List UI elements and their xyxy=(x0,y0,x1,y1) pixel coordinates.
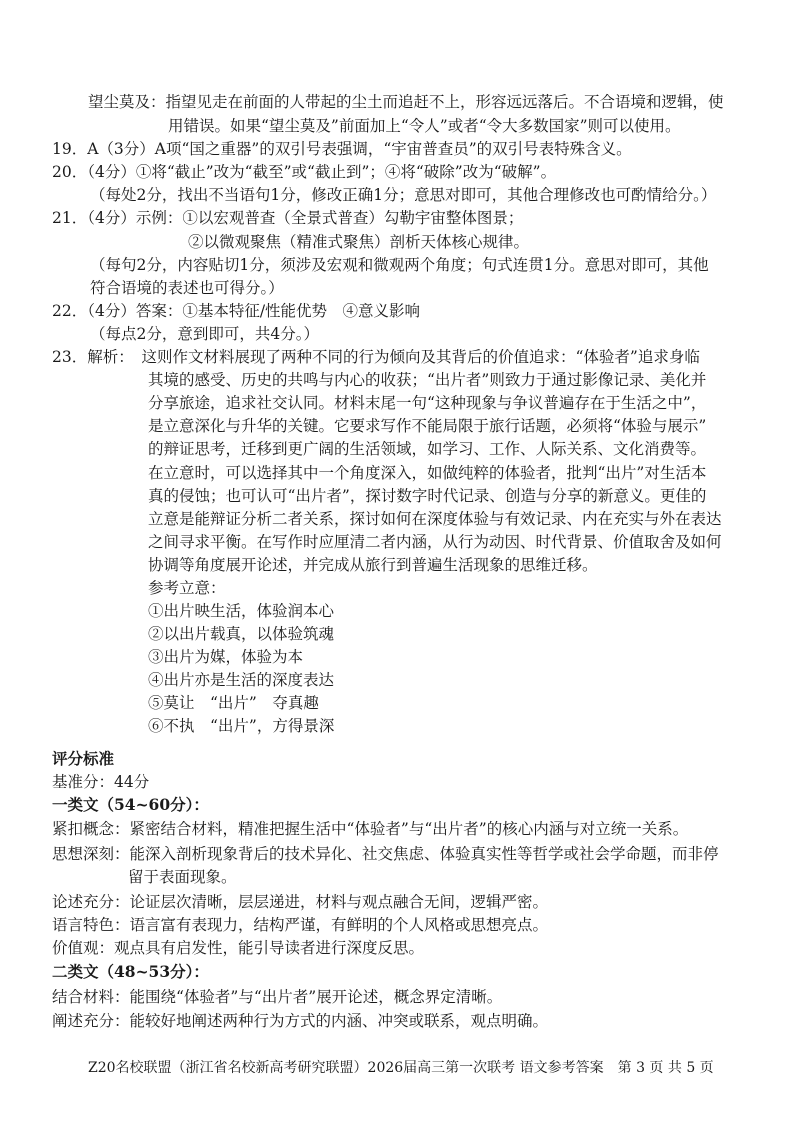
text-line: 基准分：44分 xyxy=(52,773,150,791)
section-heading: 评分标准 xyxy=(52,749,115,768)
section-heading: 一类文（54~60分）： xyxy=(52,795,209,814)
text-line: 立意是能辩证分析二者关系，探讨如何在深度体验与有效记录、内在充实与外在表达 xyxy=(148,510,722,528)
text-line: 23．解析： 这则作文材料展现了两种不同的行为倾向及其背后的价值追求：“体验者”追求身临 xyxy=(52,348,700,366)
text-line: 价值观：观点具有启发性，能引导读者进行深度反思。 xyxy=(52,939,425,957)
list-item: ④出片亦是生活的深度表达 xyxy=(148,671,335,689)
section-heading: 二类文（48~53分）： xyxy=(52,962,209,981)
text-line: 真的侵蚀；也可认可“出片者”，探讨数字时代记录、创造与分享的新意义。更佳的 xyxy=(148,487,707,505)
list-item: ⑤莫让 “出片” 夺真趣 xyxy=(148,694,319,712)
text-line: 20．（4分）①将“截止”改为“截至”或“截止到”；④将“破除”改为“破解”。 xyxy=(52,163,557,181)
text-line: 结合材料：能围绕“体验者”与“出片者”展开论述，概念界定清晰。 xyxy=(52,988,503,1006)
text-line: ②以微观聚焦（精准式聚焦）剖析天体核心规律。 xyxy=(188,233,530,251)
text-line: 紧扣概念：紧密结合材料，精准把握生活中“体验者”与“出片者”的核心内涵与对立统一关系。 xyxy=(52,820,689,838)
text-line: 用错误。如果“望尘莫及”前面加上“令人”或者“令大多数国家”则可以使用。 xyxy=(168,117,681,135)
text-line: 19．A（3分）A项“国之重器”的双引号表强调，“宇宙普查员”的双引号表特殊含义。 xyxy=(52,140,632,158)
text-line: 协调等角度展开论述，并完成从旅行到普遍生活现象的思维迁移。 xyxy=(148,556,598,574)
text-line: 在立意时，可以选择其中一个角度深入，如做纯粹的体验者，批判“出片”对生活本 xyxy=(148,464,707,482)
list-item: ③出片为媒，体验为本 xyxy=(148,648,304,666)
list-item: ②以出片载真，以体验筑魂 xyxy=(148,625,335,643)
list-item: ①出片映生活，体验润本心 xyxy=(148,602,335,620)
text-line: 留于表面现象。 xyxy=(128,868,237,886)
text-line: 是立意深化与升华的关键。它要求写作不能局限于旅行话题，必须将“体验与展示” xyxy=(148,417,707,435)
text-line: （每句2分，内容贴切1分，须涉及宏观和微观两个角度；句式连贯1分。意思对即可，其他 xyxy=(90,256,709,274)
text-line: （每处2分，找出不当语句1分，修改正确1分；意思对即可，其他合理修改也可酌情给分。） xyxy=(90,186,717,204)
text-line: 望尘莫及：指望见走在前面的人带起的尘土而追赶不上，形容远远落后。不合语境和逻辑，使 xyxy=(88,93,724,111)
text-line: 的辩证思考，迁移到更广阔的生活领域，如学习、工作、人际关系、文化消费等。 xyxy=(148,440,707,458)
text-line: 参考立意： xyxy=(148,579,226,597)
text-line: 22．（4分）答案：①基本特征/性能优势 ④意义影响 xyxy=(52,302,421,320)
text-line: 语言特色：语言富有表现力，结构严谨，有鲜明的个人风格或思想亮点。 xyxy=(52,916,549,934)
text-line: 分享旅途，追求社交认同。材料末尾一句“这种现象与争议普遍存在于生活之中”， xyxy=(148,394,707,412)
text-line: 其境的感受、历史的共鸣与内心的收获；“出片者”则致力于通过影像记录、美化并 xyxy=(148,371,707,389)
text-line: 之间寻求平衡。在写作时应厘清二者内涵，从行为动因、时代背景、价值取舍及如何 xyxy=(148,533,722,551)
text-line: 21．（4分）示例：①以宏观普查（全景式普查）勾勒宇宙整体图景； xyxy=(52,209,524,227)
list-item: ⑥不执 “出片”，方得景深 xyxy=(148,717,335,735)
text-line: 论述充分：论证层次清晰，层层递进，材料与观点融合无间，逻辑严密。 xyxy=(52,893,549,911)
text-line: 符合语境的表述也可得分。） xyxy=(90,279,284,297)
page-footer: Z20名校联盟（浙江省名校新高考研究联盟）2026届高三第一次联考 语文参考答案 第 3 页 共 5 页 xyxy=(88,1060,714,1076)
text-line: 阐述充分：能较好地阐述两种行为方式的内涵、冲突或联系，观点明确。 xyxy=(52,1012,549,1030)
text-line: （每点2分，意到即可，共4分。） xyxy=(90,325,319,343)
text-line: 思想深刻：能深入剖析现象背后的技术异化、社交焦虑、体验真实性等哲学或社会学命题，而非停 xyxy=(52,845,719,863)
